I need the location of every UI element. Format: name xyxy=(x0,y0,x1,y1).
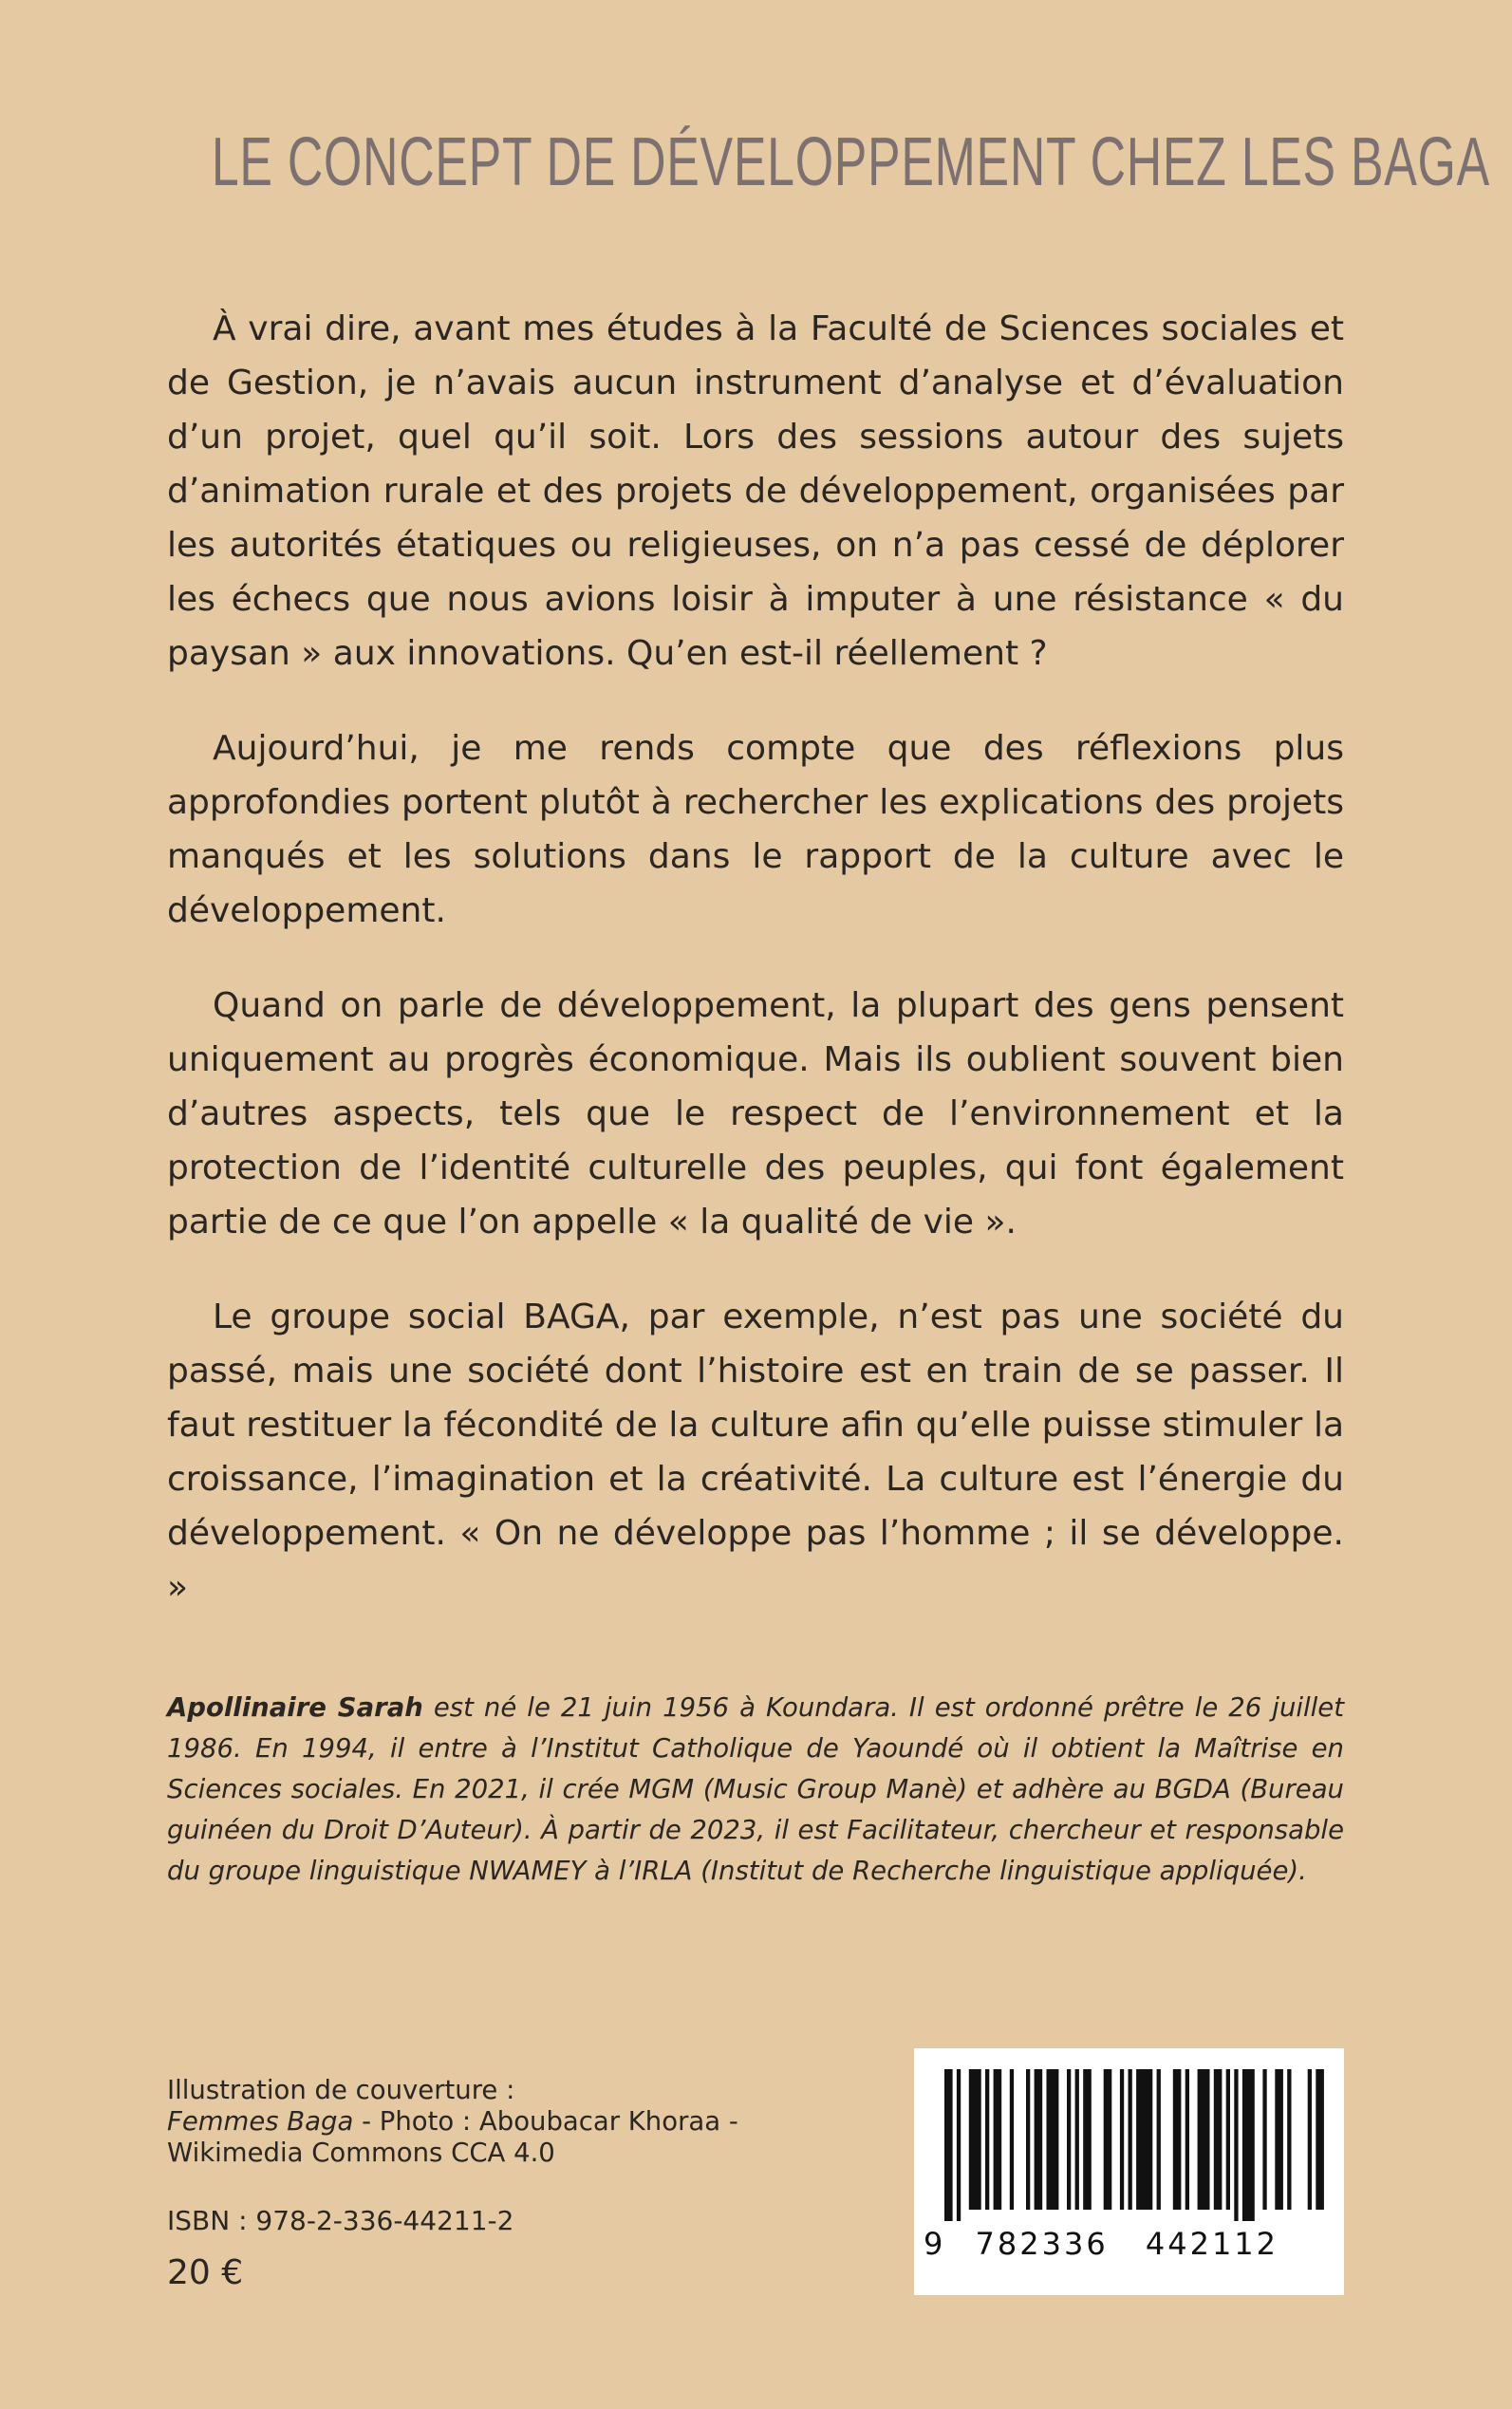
barcode-bar xyxy=(1242,2069,1255,2221)
barcode-bar xyxy=(1185,2069,1189,2210)
author-name: Apollinaire Sarah xyxy=(167,1692,423,1723)
barcode-bar xyxy=(1120,2069,1124,2210)
blurb-paragraph-1: À vrai dire, avant mes études à la Faculté de Sciences sociales et de Gestion, je n’avais aucun instrument d’analyse et d’évaluation d’un projet, quel qu’il soit. Lors des sessions autour des sujets d’animation rurale et des projets de développement, organisées par les autorités étatiques ou religieuses, on n’a pas cessé de déplorer les échecs que nous avions loisir à imputer à une résistance « du paysan » aux innovations. Qu’en est-il réellement ? xyxy=(167,309,1344,673)
author-bio xyxy=(167,1688,1344,1892)
book-title: LE CONCEPT DE DÉVELOPPEMENT CHEZ LES BAGA xyxy=(211,124,1490,200)
barcode-bar xyxy=(1287,2069,1291,2210)
barcode-bar xyxy=(1104,2069,1112,2210)
credits-label: Illustration de couverture : xyxy=(167,2075,515,2105)
barcode-bar xyxy=(957,2069,961,2221)
credits-line xyxy=(167,2106,888,2138)
barcode-bar xyxy=(1067,2069,1071,2210)
price: 20 € xyxy=(167,2253,244,2292)
barcode-right-group: 442112 xyxy=(1145,2226,1279,2262)
blurb-paragraph-3: Quand on parle de développement, la plupart des gens pensent uniquement au progrès économique. Mais ils oublient souvent bien d’autres aspects, tels que le respect de l’environnement et la protection de l’identité culturelle des peuples, qui font également partie de ce que l’on appelle « la qualité de vie ». xyxy=(167,986,1344,1242)
barcode-bar xyxy=(994,2069,1002,2210)
barcode-bar xyxy=(1275,2069,1283,2210)
barcode-bar xyxy=(1136,2069,1152,2210)
barcode-bar xyxy=(1262,2069,1266,2210)
barcode-bar xyxy=(1157,2069,1161,2210)
author-bio-text: est né le 21 juin 1956 à Koundara. Il est ordonné prêtre le 26 juillet 1986. En 1994, il entre à l’Institut Catholique de Yaoundé où il obtient la Maîtrise en Sciences sociales. En 2021, il crée MGM (Music Group Manè) et adhère au BGDA (Bureau guinéen du Droit D’Auteur). À partir de 2023, il est Facilitateur, chercheur et responsable du groupe linguistique NWAMEY à l’IRLA (Institut de Recherche linguistique appliquée). xyxy=(167,1692,1344,1886)
barcode-digits xyxy=(924,2226,1335,2262)
barcode-bar xyxy=(1035,2069,1043,2210)
barcode-bar xyxy=(1226,2069,1230,2210)
isbn: ISBN : 978-2-336-44211-2 xyxy=(167,2205,514,2236)
credits-work: Femmes Baga xyxy=(167,2106,354,2137)
barcode-bar xyxy=(1214,2069,1223,2210)
barcode-bar xyxy=(1083,2069,1092,2210)
barcode-bar xyxy=(1173,2069,1182,2210)
barcode-bar xyxy=(969,2069,981,2210)
barcode-bar xyxy=(944,2069,953,2221)
barcode-bar xyxy=(1026,2069,1030,2210)
cover-credits xyxy=(167,2075,888,2169)
barcode-bar xyxy=(985,2069,989,2210)
barcode-first-digit: 9 xyxy=(924,2226,946,2262)
credits-photo: - Photo : Aboubacar Khoraa - xyxy=(353,2106,738,2137)
barcode-bar xyxy=(1010,2069,1014,2210)
barcode-bar xyxy=(1308,2069,1312,2210)
barcode-bar xyxy=(1047,2069,1059,2210)
barcode xyxy=(914,2048,1344,2295)
barcode-bars xyxy=(914,2048,1344,2229)
credits-license: Wikimedia Commons CCA 4.0 xyxy=(167,2138,555,2168)
barcode-bar xyxy=(1075,2069,1079,2210)
blurb-paragraph-4: Le groupe social BAGA, par exemple, n’est pas une société du passé, mais une société dont l’histoire est en train de se passer. Il faut restituer la fécondité de la culture afin qu’elle puisse stimuler la croissance, l’imagination et la créativité. La culture est l’énergie du développement. « On ne développe pas l’homme ; il se développe. » xyxy=(167,1298,1344,1607)
blurb xyxy=(167,302,1344,1615)
blurb-paragraph-2: Aujourd’hui, je me rends compte que des réflexions plus approfondies portent plutôt à rechercher les explications des projets manqués et les solutions dans le rapport de la culture avec le développement. xyxy=(167,729,1344,930)
barcode-left-group: 782336 xyxy=(975,2226,1109,2262)
barcode-bar xyxy=(1129,2069,1132,2210)
barcode-bar xyxy=(1198,2069,1210,2210)
barcode-bar xyxy=(1234,2069,1238,2221)
barcode-bar xyxy=(1316,2069,1324,2210)
